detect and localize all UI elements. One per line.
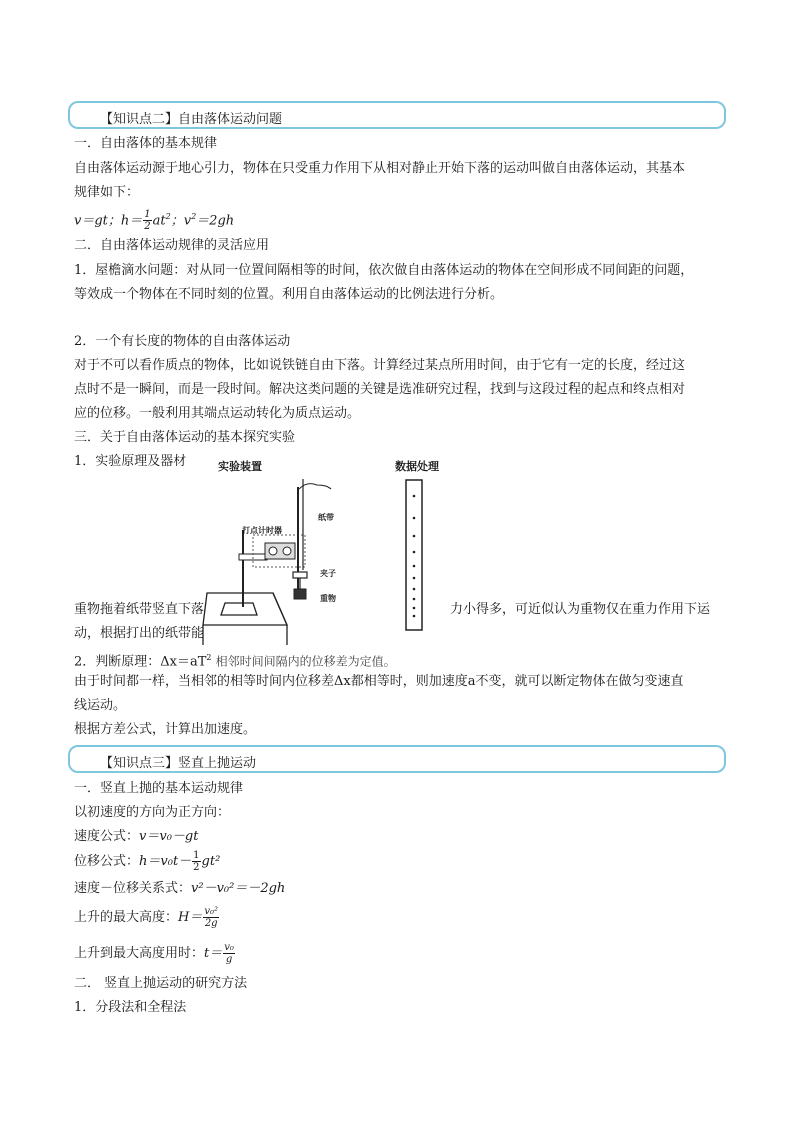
paragraph: 点时不是一瞬间，而是一段时间。解决这类问题的关键是选准研究过程，找到与这段过程的起点和终点相对 (74, 382, 686, 397)
formula-displacement: 位移公式：h＝v₀t－ $\frac{1}{2}$ gt² (74, 850, 221, 873)
section-title: 【知识点三】竖直上抛运动 (100, 756, 257, 771)
paragraph-principle: 2．判断原理：$\Delta x=aT^2$ 相邻时间间隔内的位移差为定值。 (74, 653, 396, 670)
paragraph: 等效成一个物体在不同时刻的位置。利用自由落体运动的比例法进行分析。 (74, 287, 504, 302)
paragraph: 1．屋檐滴水问题：对从同一位置间隔相等的时间，依次做自由落体运动的物体在空间形成不同间距的问题， (74, 263, 694, 278)
heading: 一．竖直上抛的基本运动规律 (74, 781, 244, 796)
section-box-knowledge-3 (68, 745, 726, 773)
paragraph: 根据方差公式，计算出加速度。 (74, 722, 257, 737)
section-box-knowledge-2 (68, 101, 726, 129)
subheading: 1．分段法和全程法 (74, 1000, 187, 1015)
paragraph: 力小得多，可近似认为重物仅在重力作用下运 (450, 602, 711, 617)
paragraph: 以初速度的方向为正方向： (74, 805, 231, 820)
apparatus-diagram (195, 475, 335, 645)
paragraph: 对于不可以看作质点的物体，比如说铁链自由下落。计算经过某点所用时间，由于它有一定的长度，经过这 (74, 358, 686, 373)
paragraph: 自由落体运动源于地心引力，物体在只受重力作用下从相对静止开始下落的运动叫做自由落体运动，其基本 (74, 161, 686, 176)
figure-label-data: 数据处理 (395, 460, 439, 473)
paragraph: 由于时间都一样，当相邻的相等时间内位移差Δx都相等时，则加速度a不变，就可以断定物体在做匀变速直 (74, 674, 684, 689)
label-weight: 重物 (320, 594, 336, 603)
paragraph: 线运动。 (74, 698, 127, 713)
paragraph: 规律如下： (74, 185, 140, 200)
formula-free-fall: v＝gt；h＝ $\frac{1}{2}$ $at^2$；$v^2=2gh$ (74, 209, 235, 233)
figure-label-setup: 实验装置 (218, 460, 262, 473)
tape-strip-diagram (404, 478, 424, 633)
formula-velocity-displacement: 速度－位移关系式：v²－v₀²＝－2gh (74, 881, 286, 896)
paragraph: 动，根据打出的纸带能 (74, 626, 205, 641)
subheading: 1．实验原理及器材 (74, 454, 187, 469)
label-timer: 打点计时器 (242, 526, 282, 535)
formula-max-height: 上升的最大高度：H＝ $\frac{\text{v₀²}}{2g}$ (74, 906, 219, 929)
section-title: 【知识点二】自由落体运动问题 (100, 112, 283, 127)
label-tape: 纸带 (318, 513, 334, 522)
paragraph: 重物拖着纸带竖直下落 (74, 602, 205, 617)
formula-time-to-top: 上升到最大高度用时：t＝ $\frac{\text{v₀}}{g}$ (74, 942, 234, 965)
heading: 二．自由落体运动规律的灵活应用 (74, 238, 270, 253)
heading: 一．自由落体的基本规律 (74, 136, 218, 151)
heading: 三．关于自由落体运动的基本探究实验 (74, 430, 296, 445)
subheading: 2．一个有长度的物体的自由落体运动 (74, 334, 291, 349)
label-clamp: 夹子 (320, 569, 336, 578)
paragraph: 应的位移。一般利用其端点运动转化为质点运动。 (74, 406, 361, 421)
formula-velocity: 速度公式：v＝v₀－gt (74, 829, 199, 844)
heading: 二． 竖直上抛运动的研究方法 (74, 976, 248, 991)
